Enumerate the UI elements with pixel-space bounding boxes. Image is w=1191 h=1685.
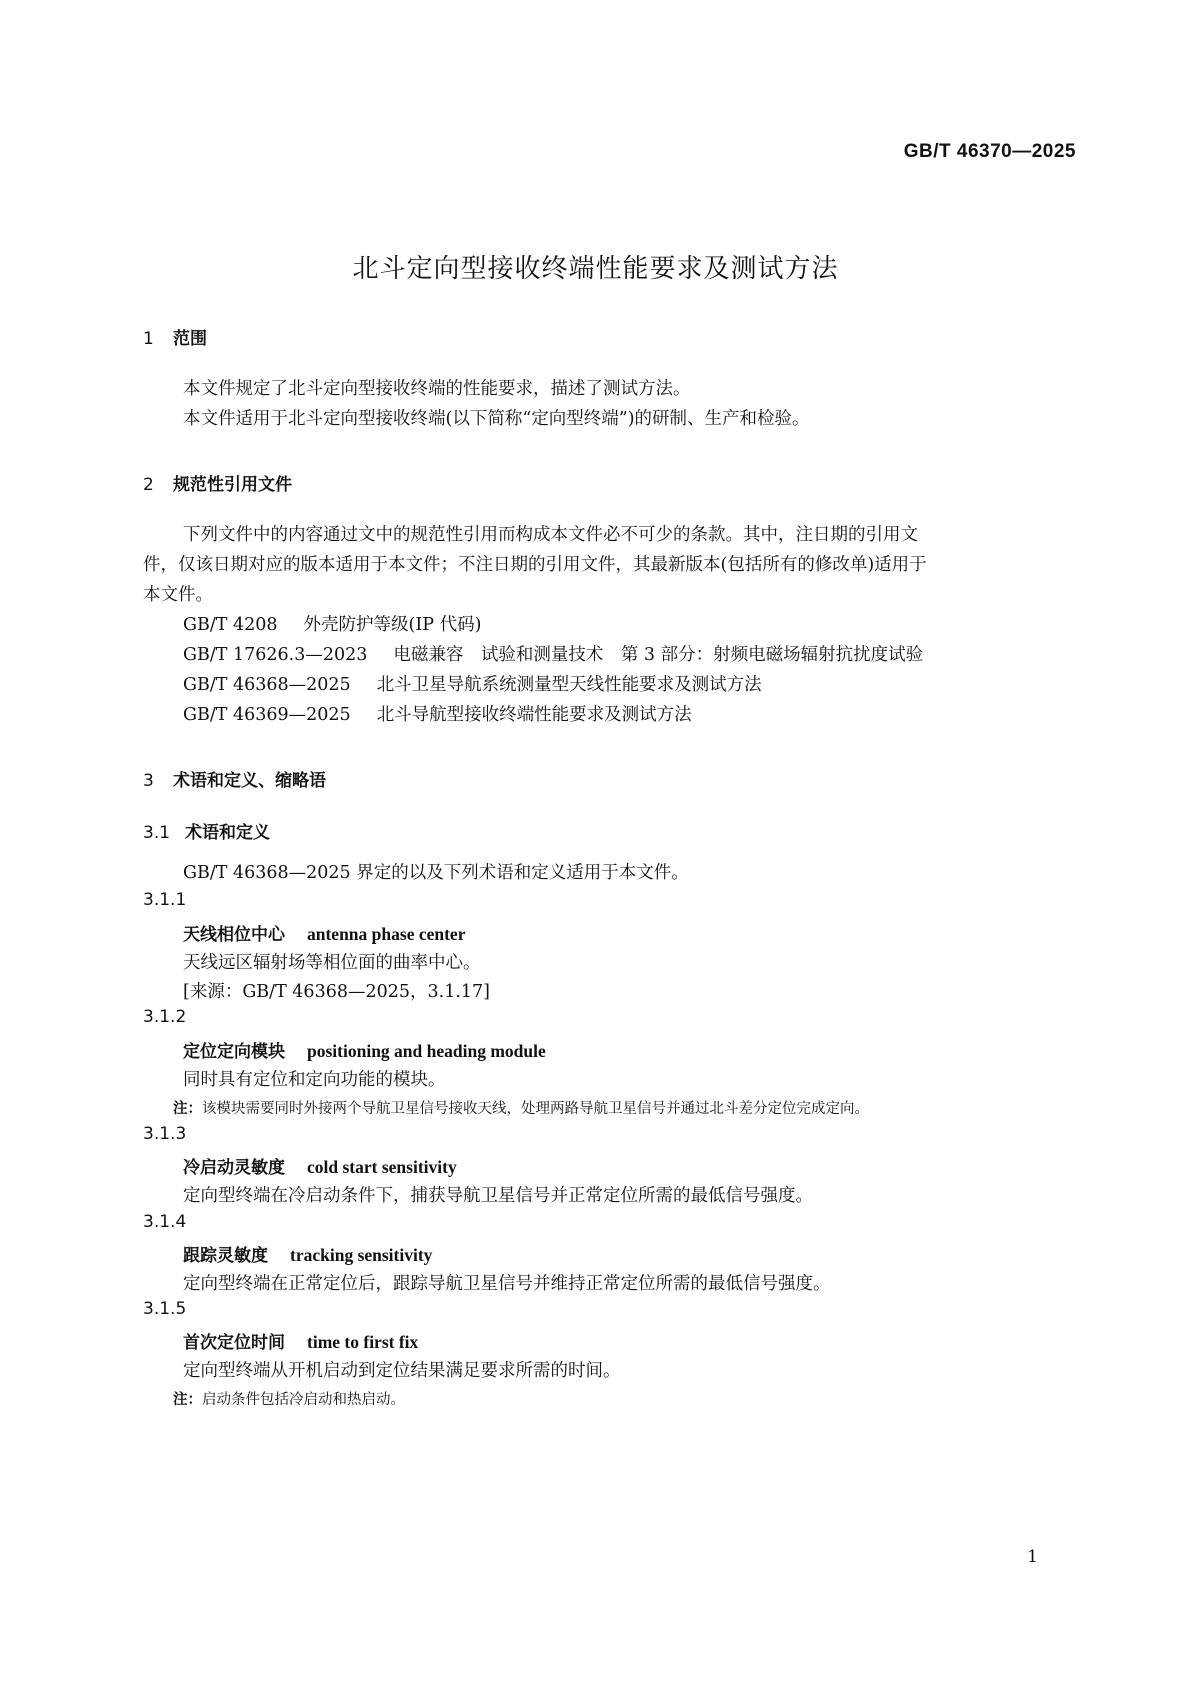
- reference-code: GB/T 17626.3—2023: [183, 645, 368, 665]
- term-number: 3.1.4: [143, 1212, 187, 1232]
- term-entry: [183, 1037, 546, 1062]
- reference-item: [183, 671, 762, 696]
- term-chinese: 定位定向模块: [183, 1042, 285, 1062]
- term-entry: [183, 1153, 457, 1178]
- note-text: 该模块需要同时外接两个导航卫星信号接收天线，处理两路导航卫星信号并通过北斗差分定位完成定向。: [202, 1101, 869, 1117]
- term-english: tracking sensitivity: [290, 1245, 433, 1265]
- reference-title: 北斗导航型接收终端性能要求及测试方法: [376, 705, 692, 725]
- term-number: 3.1.2: [143, 1007, 187, 1027]
- section-2-heading: [143, 470, 292, 495]
- document-title: 北斗定向型接收终端性能要求及测试方法: [352, 254, 839, 284]
- section-number: 2: [143, 475, 154, 495]
- subsection-number: 3.1: [143, 823, 171, 843]
- document-number: GB/T 46370—2025: [903, 141, 1076, 162]
- note-label: 注：: [173, 1101, 202, 1117]
- term-entry: [183, 920, 465, 945]
- reference-title: 电磁兼容 试验和测量技术 第 3 部分：射频电磁场辐射抗扰度试验: [393, 645, 924, 665]
- reference-title: 外壳防护等级(IP 代码): [303, 615, 482, 635]
- reference-item: [183, 611, 481, 636]
- term-chinese: 冷启动灵敏度: [183, 1158, 285, 1178]
- section-title: 范围: [173, 329, 207, 349]
- paragraph-line: 本文件。: [143, 585, 213, 605]
- term-definition: 同时具有定位和定向功能的模块。: [183, 1070, 446, 1090]
- term-english: time to first fix: [307, 1332, 419, 1352]
- reference-code: GB/T 4208: [183, 615, 278, 635]
- paragraph: GB/T 46368—2025 界定的以及下列术语和定义适用于本文件。: [183, 863, 689, 883]
- paragraph-line: 下列文件中的内容通过文中的规范性引用而构成本文件必不可少的条款。其中，注日期的引用文: [183, 525, 918, 545]
- section-1-heading: [143, 324, 207, 349]
- subsection-3-1-heading: [143, 818, 270, 843]
- subsection-title: 术语和定义: [185, 823, 270, 843]
- paragraph-line: 件，仅该日期对应的版本适用于本文件；不注日期的引用文件，其最新版本(包括所有的修改单)适用于: [143, 555, 927, 575]
- term-english: positioning and heading module: [307, 1041, 546, 1061]
- term-number: 3.1.5: [143, 1299, 187, 1319]
- section-title: 规范性引用文件: [173, 475, 292, 495]
- term-note: [173, 1097, 869, 1118]
- reference-item: [183, 641, 923, 666]
- reference-code: GB/T 46369—2025: [183, 705, 351, 725]
- term-number: 3.1.1: [143, 890, 187, 910]
- term-entry: [183, 1328, 418, 1353]
- term-number: 3.1.3: [143, 1124, 187, 1144]
- term-definition: 定向型终端从开机启动到定位结果满足要求所需的时间。: [183, 1361, 621, 1381]
- term-chinese: 首次定位时间: [183, 1333, 285, 1353]
- term-english: antenna phase center: [307, 924, 466, 944]
- term-definition: 定向型终端在冷启动条件下，捕获导航卫星信号并正常定位所需的最低信号强度。: [183, 1186, 813, 1206]
- paragraph: 本文件适用于北斗定向型接收终端(以下简称“定向型终端”)的研制、生产和检验。: [183, 409, 810, 429]
- note-label: 注：: [173, 1392, 202, 1408]
- section-number: 3: [143, 771, 154, 791]
- term-english: cold start sensitivity: [307, 1157, 457, 1177]
- term-entry: [183, 1241, 432, 1266]
- section-number: 1: [143, 329, 154, 349]
- term-chinese: 跟踪灵敏度: [183, 1246, 268, 1266]
- term-definition: 天线远区辐射场等相位面的曲率中心。: [183, 953, 481, 973]
- reference-title: 北斗卫星导航系统测量型天线性能要求及测试方法: [376, 675, 762, 695]
- reference-item: [183, 701, 692, 726]
- page-number: 1: [1027, 1547, 1038, 1567]
- note-text: 启动条件包括冷启动和热启动。: [202, 1392, 405, 1408]
- paragraph: 本文件规定了北斗定向型接收终端的性能要求，描述了测试方法。: [183, 379, 691, 399]
- term-note: [173, 1388, 405, 1409]
- term-definition: 定向型终端在正常定位后，跟踪导航卫星信号并维持正常定位所需的最低信号强度。: [183, 1274, 831, 1294]
- reference-code: GB/T 46368—2025: [183, 675, 351, 695]
- section-title: 术语和定义、缩略语: [173, 771, 326, 791]
- section-3-heading: [143, 766, 326, 791]
- term-chinese: 天线相位中心: [183, 925, 285, 945]
- term-source: [来源：GB/T 46368—2025，3.1.17]: [183, 982, 490, 1002]
